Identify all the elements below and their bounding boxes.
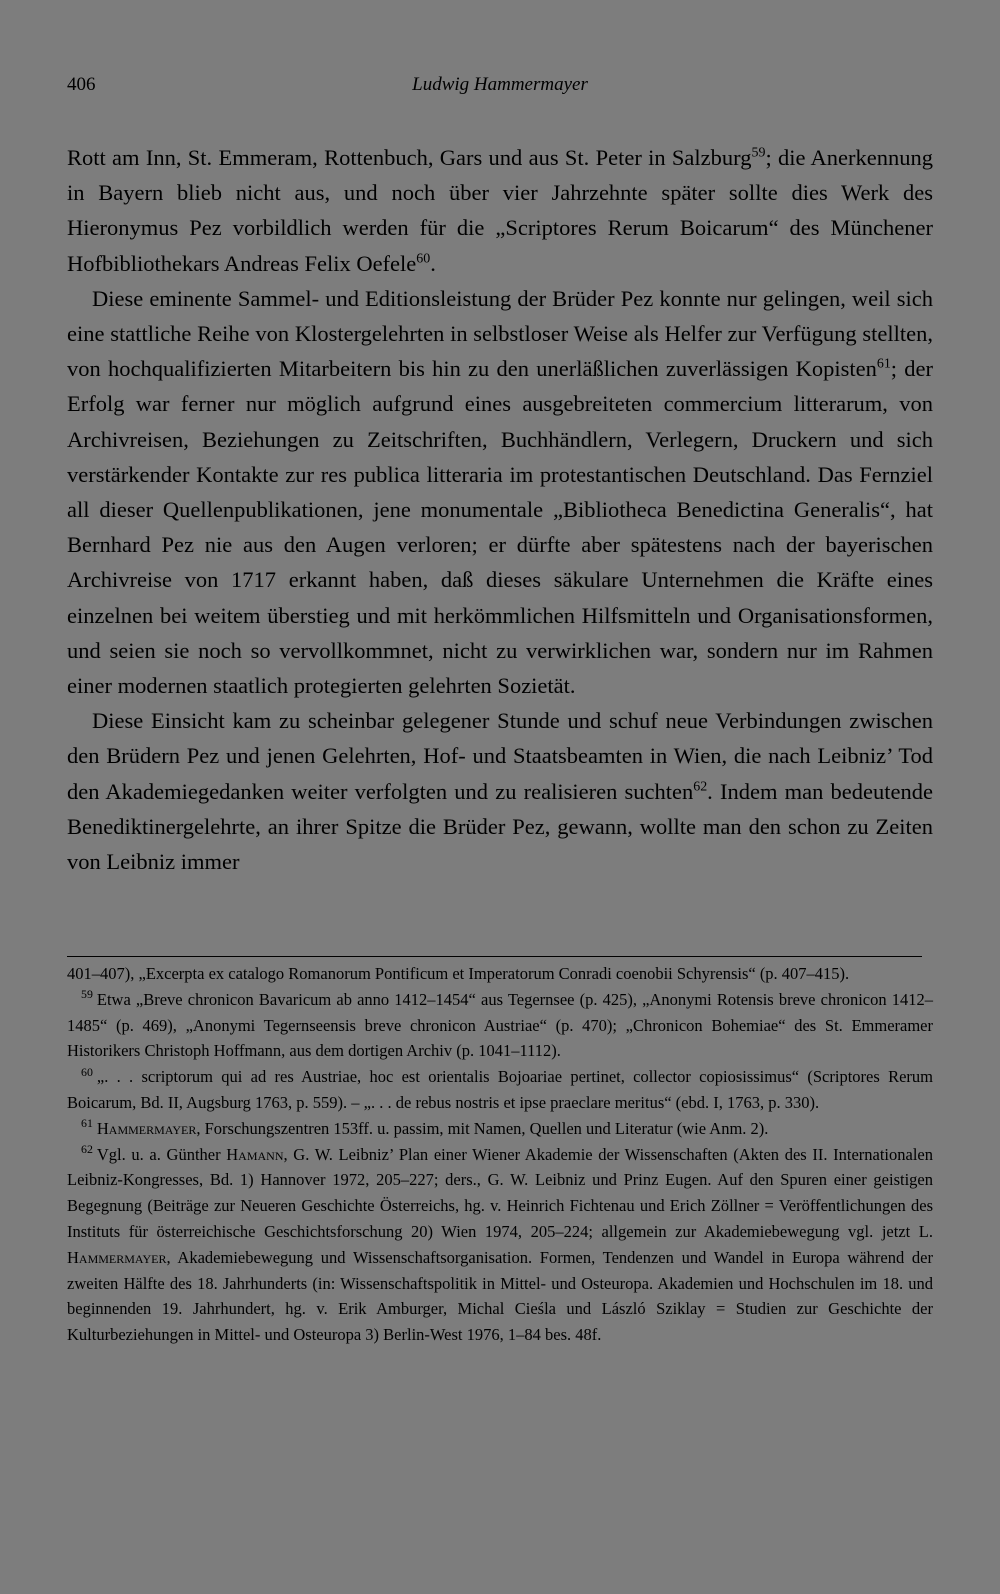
footnote-text: Vgl. u. a. Günther	[96, 1144, 221, 1164]
footnote-text: „. . . scriptorum qui ad res Austriae, hoc est orientalis Bojoariae pertinet, collector copiosissimus“ (Scriptores Rerum Boicarum, Bd. II, Augsburg 1763, p. 559). – „. . . de rebus nostris et ipse praeclare meritus“ (ebd. I, 1763, p. 330).	[67, 1067, 933, 1112]
book-page	[67, 0, 933, 1594]
footnote-60	[67, 1064, 933, 1116]
footnote-62	[67, 1142, 933, 1348]
paragraph-text: .	[430, 250, 436, 276]
paragraph-1	[67, 140, 933, 281]
paragraph-text: . Indem man bedeutende Benediktinergelehrte, an ihrer Spitze die Brüder Pez, gewann, wollte man den schon zu Zeiten von Leibniz immer	[67, 778, 933, 875]
footnote-text: , Forschungszentren 153ff. u. passim, mit Namen, Quellen und Literatur (wie Anm. 2).	[196, 1118, 769, 1138]
footnote-61	[67, 1116, 933, 1142]
paragraph-text: Diese Einsicht kam zu scheinbar gelegener Stunde und schuf neue Verbindungen zwischen den Brüdern Pez und jenen Gelehrten, Hof- und Staatsbeamten in Wien, die nach Leibniz’ Tod den Akademiegedanken weiter verfolgten und zu realisieren suchten	[67, 708, 933, 804]
footnote-ref-62[interactable]: 62	[693, 779, 708, 795]
author-name: Hammermayer	[67, 1247, 167, 1267]
footnote-number: 62	[81, 1142, 93, 1157]
footnote-number: 60	[81, 1064, 93, 1079]
author-name: Hamann	[226, 1144, 284, 1164]
author-name: Hammermayer	[96, 1118, 197, 1138]
footnote-ref-59[interactable]: 59	[751, 145, 766, 161]
paragraph-text: ; der Erfolg war ferner nur möglich aufgrund eines ausgebreiteten commercium litterarum, von Archivreisen, Beziehungen zu Zeitschriften, Buchhändlern, Verlegern, Druckern und sich verstärkender Kontakte zur res publica litteraria im protestantischen Deutschland. Das Fernziel all dieser Quellenpublikationen, jene monumentale „Bibliotheca Benedictina Generalis“, hat Bernhard Pez nie aus den Augen verloren; er dürfte aber spätestens nach der bayerischen Archivreise von 1717 erkannt haben, daß dieses säkulare Unternehmen die Kräfte eines einzelnen bei weitem überstieg und mit herkömmlichen Hilfsmitteln und Organisationsformen, und seien sie noch so vervollkommnet, nicht zu verwirklichen war, sondern nur im Rahmen einer modernen staatlich protegierten gelehrten Sozietät.	[67, 356, 933, 699]
running-title: Ludwig Hammermayer	[412, 74, 588, 95]
footnote-divider	[67, 956, 922, 957]
footnote-text: , Akademiebewegung und Wissenschaftsorganisation. Formen, Tendenzen und Wandel in Europa während der zweiten Hälfte des 18. Jahrhunderts (in: Wissenschaftspolitik in Mittel- und Osteuropa. Akademien und Hochschulen im 18. und beginnenden 19. Jahrhundert, hg. v. Erik Amburger, Michal Cieśla und László Sziklay = Studien zur Geschichte der Kulturbeziehungen in Mittel- und Osteuropa 3) Berlin-West 1976, 1–84 bes. 48f.	[67, 1247, 933, 1345]
footnote-continuation: 401–407), „Excerpta ex catalogo Romanorum Pontificum et Imperatorum Conradi coenobii Schyrensis“ (p. 407–415).	[67, 964, 850, 983]
footnote-number: 61	[81, 1116, 93, 1131]
running-head	[67, 74, 933, 100]
footnote-number: 59	[81, 987, 93, 1002]
footnote-ref-60[interactable]: 60	[416, 251, 431, 267]
footnote-text: , G. W. Leibniz’ Plan einer Wiener Akademie der Wissenschaften (Akten des II. Internationalen Leibniz-Kongresses, Bd. 1) Hannover 1972, 205–227; ders., G. W. Leibniz und Prinz Eugen. Auf den Spuren einer geistigen Begegnung (Beiträge zur Neueren Geschichte Österreichs, hg. v. Heinrich Fichtenau und Erich Zöllner = Veröffentlichungen des Instituts für österreichische Geschichtsforschung 20) Wien 1974, 205–224; allgemein zur Akademiebewegung vgl. jetzt L.	[67, 1144, 933, 1241]
main-text	[67, 140, 933, 879]
paragraph-text: ; die Anerkennung in Bayern blieb nicht aus, und noch über vier Jahrzehnte später sollte dies Werk des Hieronymus Pez vorbildlich werden für die „Scriptores Rerum Boicarum“ des Münchener Hofbibliothekars Andreas Felix Oefele	[67, 145, 934, 276]
footnote-ref-61[interactable]: 61	[876, 356, 891, 372]
paragraph-text: Rott am Inn, St. Emmeram, Rottenbuch, Gars und aus St. Peter in Salzburg	[67, 145, 752, 170]
page-number: 406	[67, 74, 96, 95]
paragraph-3	[67, 703, 933, 879]
paragraph-2	[67, 281, 933, 703]
footnote-59	[67, 987, 933, 1064]
paragraph-text: Diese eminente Sammel- und Editionsleistung der Brüder Pez konnte nur gelingen, weil sich eine stattliche Reihe von Klostergelehrten in selbstloser Weise als Helfer zur Verfügung stellten, von hochqualifizierten Mitarbeitern bis hin zu den unerläßlichen zuverlässigen Kopisten	[67, 285, 933, 382]
footnotes	[67, 961, 933, 1348]
footnote-text: Etwa „Breve chronicon Bavaricum ab anno 1412–1454“ aus Tegernsee (p. 425), „Anonymi Rotensis breve chronicon 1412–1485“ (p. 469), „Anonymi Tegernseensis breve chronicon Austriae“ (p. 470); „Chronicon Bohemiae“ des St. Emmeramer Historikers Christoph Hoffmann, aus dem dortigen Archiv (p. 1041–1112).	[67, 989, 933, 1061]
